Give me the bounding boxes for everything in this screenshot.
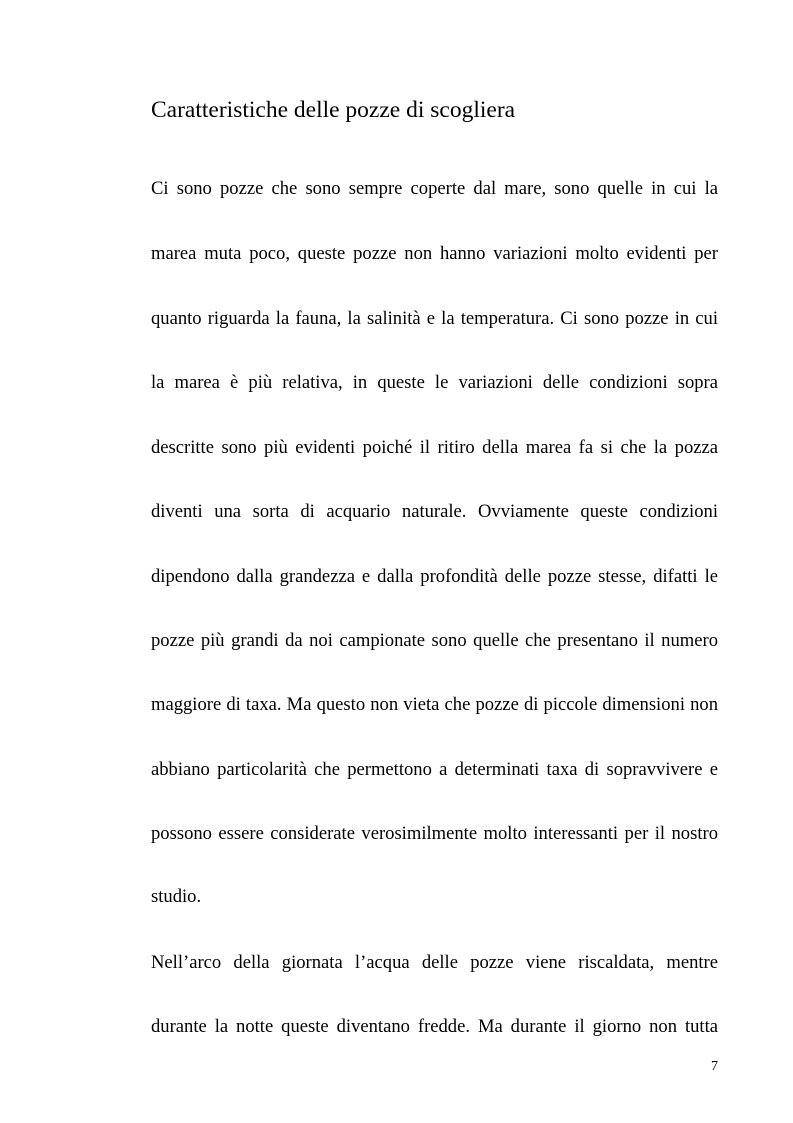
paragraph-line: studio. xyxy=(151,886,202,907)
paragraph-line: possono essere considerate verosimilmente molto interessanti per il nostro xyxy=(151,823,718,844)
paragraph-line: descritte sono più evidenti poiché il ritiro della marea fa si che la pozza xyxy=(151,437,718,458)
paragraph-line: diventi una sorta di acquario naturale. Ovviamente queste condizioni xyxy=(151,501,718,522)
paragraph-line: quanto riguarda la fauna, la salinità e la temperatura. Ci sono pozze in cui xyxy=(151,308,718,329)
paragraph-line: pozze più grandi da noi campionate sono quelle che presentano il numero xyxy=(151,630,718,651)
page-number: 7 xyxy=(711,1059,718,1074)
paragraph-line: dipendono dalla grandezza e dalla profondità delle pozze stesse, difatti le xyxy=(151,566,718,587)
paragraph-line: Ci sono pozze che sono sempre coperte dal mare, sono quelle in cui la xyxy=(151,178,718,199)
paragraph-line: la marea è più relativa, in queste le variazioni delle condizioni sopra xyxy=(151,372,718,393)
paragraph-line: durante la notte queste diventano fredde. Ma durante il giorno non tutta xyxy=(151,1016,718,1037)
paragraph-line: abbiano particolarità che permettono a determinati taxa di sopravvivere e xyxy=(151,759,718,780)
section-title: Caratteristiche delle pozze di scogliera xyxy=(151,97,516,123)
paragraph-line: Nell’arco della giornata l’acqua delle pozze viene riscaldata, mentre xyxy=(151,952,718,973)
paragraph-line: maggiore di taxa. Ma questo non vieta che pozze di piccole dimensioni non xyxy=(151,694,718,715)
paragraph-line: marea muta poco, queste pozze non hanno variazioni molto evidenti per xyxy=(151,243,718,264)
